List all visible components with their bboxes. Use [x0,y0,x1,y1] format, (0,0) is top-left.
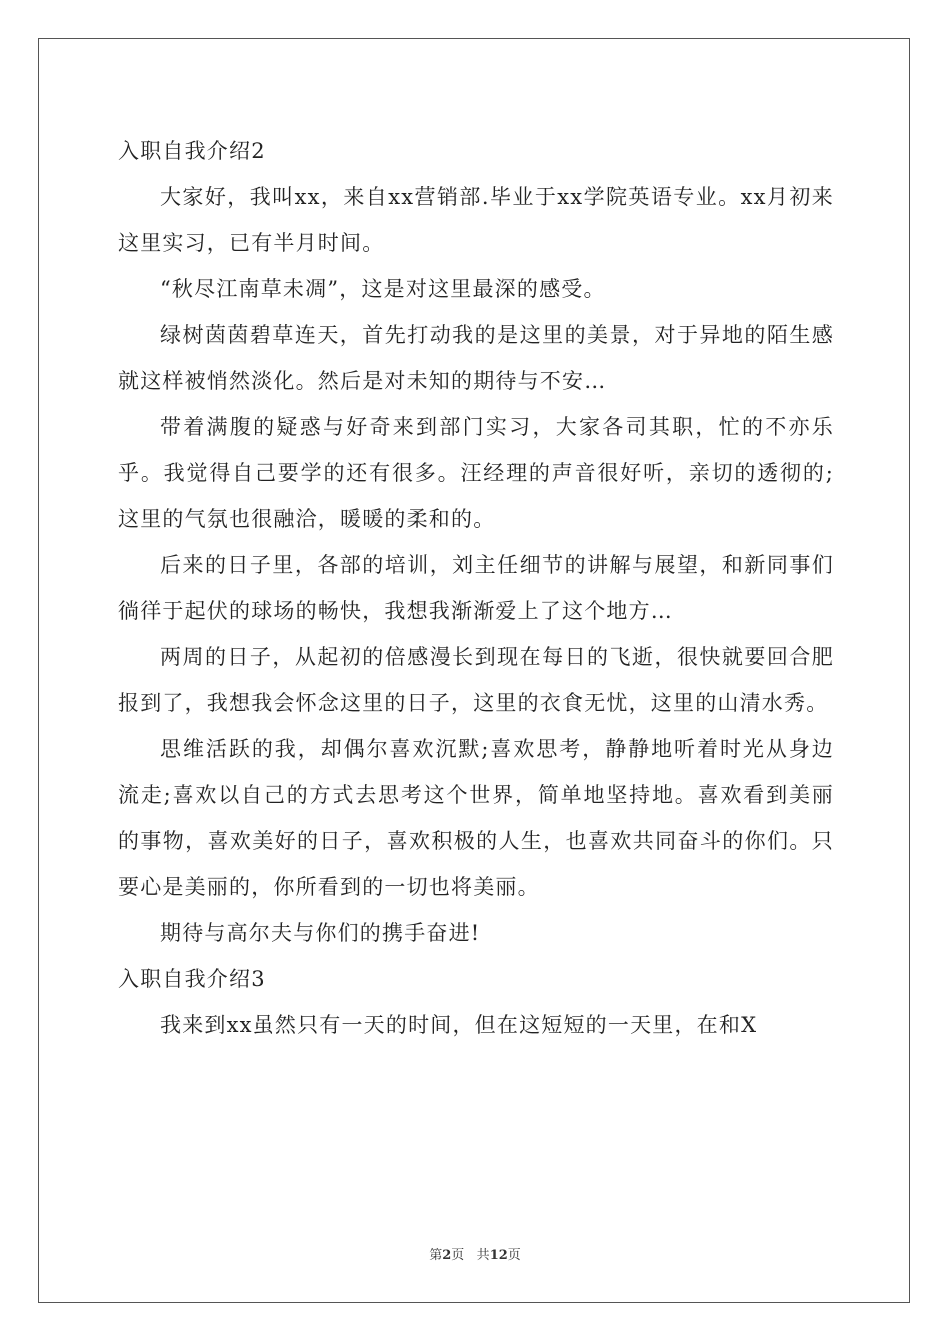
paragraph: 两周的日子，从起初的倍感漫长到现在每日的飞逝，很快就要回合肥报到了，我想我会怀念这里的日子，这里的衣食无忧，这里的山清水秀。 [118,645,834,715]
paragraph: 思维活跃的我，却偶尔喜欢沉默;喜欢思考，静静地听着时光从身边流走;喜欢以自己的方式去思考这个世界，简单地坚持地。喜欢看到美丽的事物，喜欢美好的日子，喜欢积极的人生，也喜欢共同奋斗的你们。只要心是美丽的，你所看到的一切也将美丽。 [118,737,834,899]
paragraph: 我来到xx虽然只有一天的时间，但在这短短的一天里，在和X [160,1013,758,1037]
page-prefix: 第 [429,1248,443,1263]
paragraph: 带着满腹的疑惑与好奇来到部门实习，大家各司其职，忙的不亦乐乎。我觉得自己要学的还有很多。汪经理的声音很好听，亲切的透彻的;这里的气氛也很融洽，暖暖的柔和的。 [118,415,834,531]
page-suffix: 页 [451,1248,465,1263]
total-suffix: 页 [507,1248,521,1263]
section-heading-2: 入职自我介绍2 [118,139,266,163]
page-number: 2 [442,1248,452,1263]
page-footer [0,1244,950,1263]
paragraph: “秋尽江南草未凋”，这是对这里最深的感受。 [160,277,606,301]
paragraph: 期待与高尔夫与你们的携手奋进! [160,921,481,945]
paragraph: 绿树茵茵碧草连天，首先打动我的是这里的美景，对于异地的陌生感就这样被悄然淡化。然后是对未知的期待与不安… [118,323,834,393]
paragraph: 大家好，我叫xx，来自xx营销部.毕业于xx学院英语专业。xx月初来这里实习，已有半月时间。 [118,185,834,255]
total-prefix: 共 [476,1248,490,1263]
section-heading-3: 入职自我介绍3 [118,967,266,991]
document-body [118,128,834,1048]
paragraph: 后来的日子里，各部的培训，刘主任细节的讲解与展望，和新同事们徜徉于起伏的球场的畅快，我想我渐渐爱上了这个地方… [118,553,834,623]
total-pages: 12 [489,1248,508,1263]
